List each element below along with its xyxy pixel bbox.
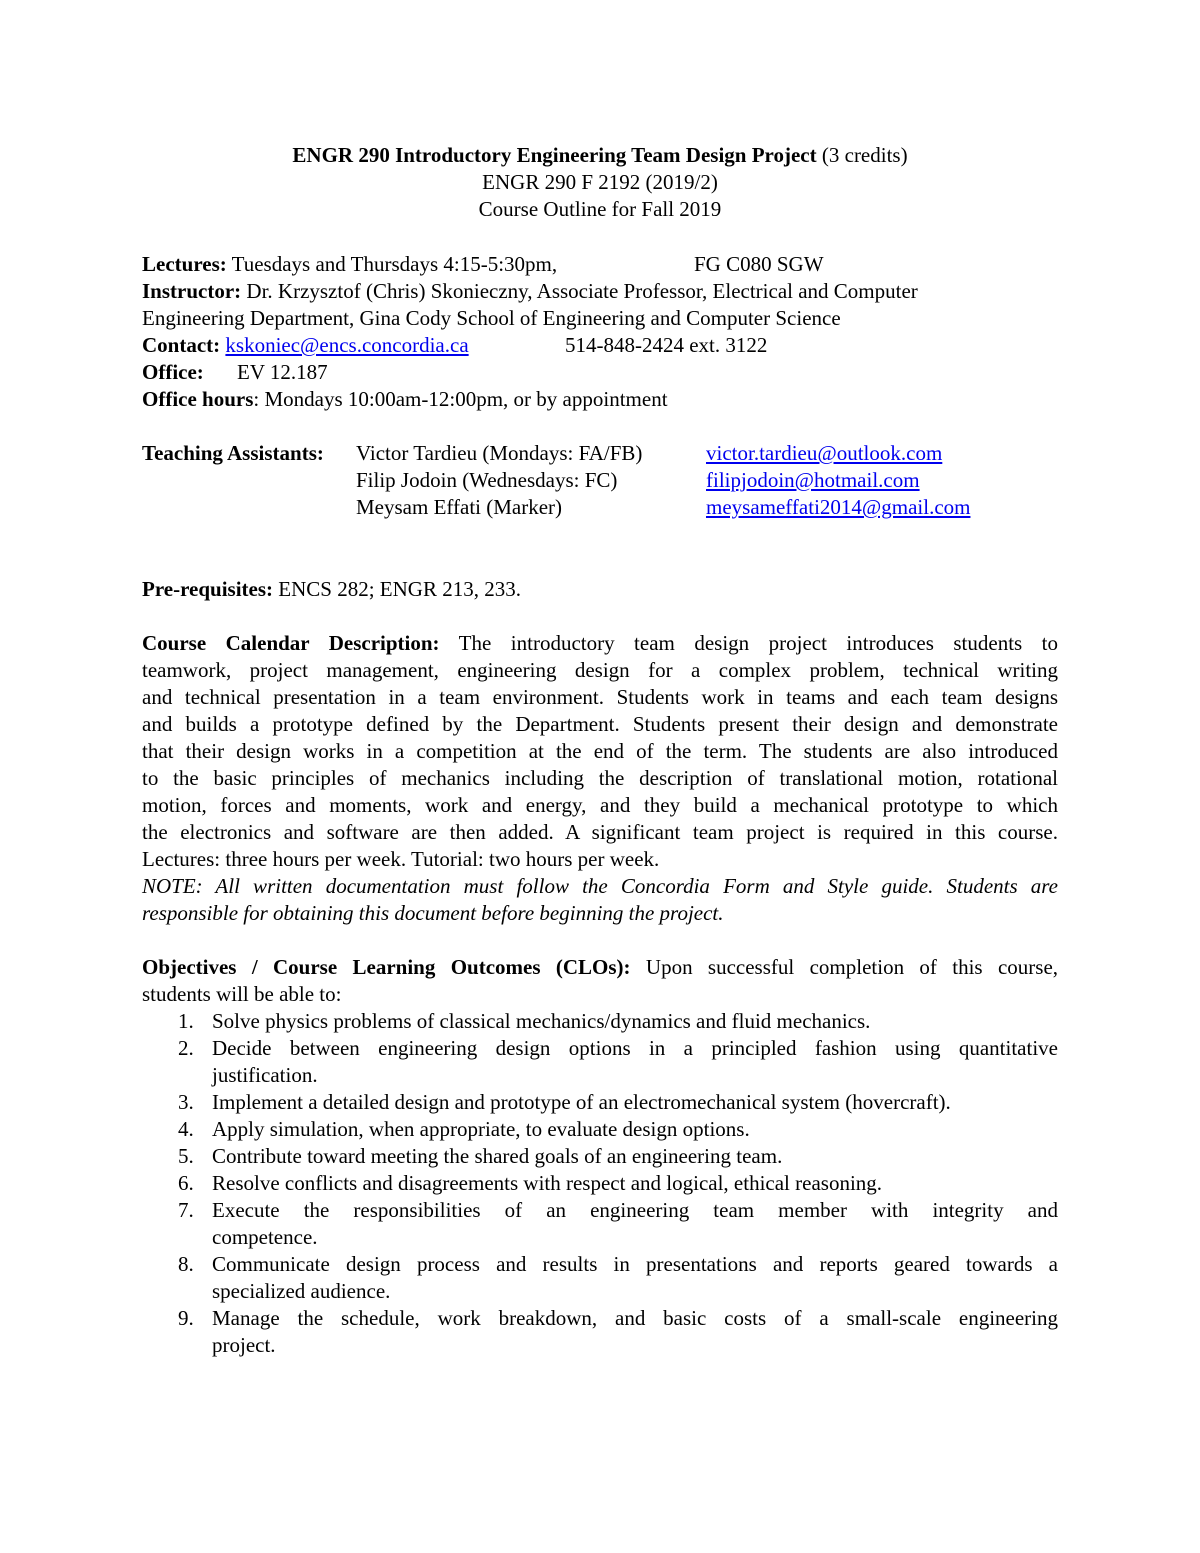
contact-phone: 514-848-2424 ext. 3122 xyxy=(565,333,768,357)
objectives-intro xyxy=(142,954,1058,1008)
calendar-line: that their design works in a competition at the end of the term. The students are also introduced xyxy=(142,739,1058,763)
calendar-line: motion, forces and moments, work and energy, and they build a mechanical prototype to which xyxy=(142,793,1058,817)
clo-item: 6. Resolve conflicts and disagreements with respect and logical, ethical reasoning. xyxy=(178,1171,883,1195)
lectures-line xyxy=(142,251,557,278)
lectures-value: Tuesdays and Thursdays 4:15-5:30pm, xyxy=(231,252,558,276)
clo-item: 7. Execute the responsibilities of an engineering team member with integrity and competence. xyxy=(178,1198,1058,1249)
calendar-line: and technical presentation in a team environment. Students work in teams and each team designs xyxy=(142,685,1058,709)
ta-name: Meysam Effati (Marker) xyxy=(356,495,563,519)
ta-label-line xyxy=(142,440,324,467)
prerequisites-label: Pre-requisites: xyxy=(142,577,274,601)
course-title-main: ENGR 290 Introductory Engineering Team Design Project xyxy=(292,143,817,167)
contact-label: Contact: xyxy=(142,333,221,357)
calendar-line: Lectures: three hours per week. Tutorial: two hours per week. xyxy=(142,847,660,871)
ta-email-link[interactable]: victor.tardieu@outlook.com xyxy=(706,441,943,465)
clo-item: 9. Manage the schedule, work breakdown, and basic costs of a small-scale engineering project. xyxy=(178,1306,1058,1357)
calendar-line: the electronics and software are then added. A significant team project is required in this course. xyxy=(142,820,1058,844)
objectives-line: Objectives / Course Learning Outcomes (CLOs): Upon successful completion of this course, xyxy=(142,955,1059,979)
instructor-label: Instructor: xyxy=(142,279,242,303)
office-label: Office: xyxy=(142,360,204,384)
course-credits: (3 credits) xyxy=(821,143,908,167)
clo-list xyxy=(142,1008,1058,1359)
calendar-line: Course Calendar Description: The introductory team design project introduces students to xyxy=(142,631,1059,655)
lectures-room: FG C080 SGW xyxy=(694,252,824,276)
course-calendar-description xyxy=(142,630,1058,927)
ta-email-link[interactable]: filipjodoin@hotmail.com xyxy=(706,468,920,492)
ta-name: Victor Tardieu (Mondays: FA/FB) xyxy=(356,441,643,465)
instructor-line xyxy=(142,278,918,305)
clo-item: 3. Implement a detailed design and prototype of an electromechanical system (hovercraft). xyxy=(178,1090,951,1114)
ta-label: Teaching Assistants: xyxy=(142,441,324,465)
office-hours-label: Office hours xyxy=(142,387,254,411)
office-value: EV 12.187 xyxy=(237,360,328,384)
instructor-department: Engineering Department, Gina Cody School of Engineering and Computer Science xyxy=(142,306,841,330)
office-hours-value: : Mondays 10:00am-12:00pm, or by appointment xyxy=(253,387,668,411)
course-title xyxy=(0,142,1200,169)
calendar-label: Course Calendar Description: xyxy=(142,631,440,655)
ta-name: Filip Jodoin (Wednesdays: FC) xyxy=(356,468,618,492)
contact-email-link[interactable]: kskoniec@encs.concordia.ca xyxy=(225,333,469,357)
clo-item: 1. Solve physics problems of classical mechanics/dynamics and fluid mechanics. xyxy=(178,1009,871,1033)
prerequisites-line xyxy=(142,576,521,603)
calendar-line: to the basic principles of mechanics including the description of translational motion, rotational xyxy=(142,766,1058,790)
course-outline-subtitle: Course Outline for Fall 2019 xyxy=(478,197,722,221)
clo-item: 4. Apply simulation, when appropriate, to evaluate design options. xyxy=(178,1117,750,1141)
lectures-label: Lectures: xyxy=(142,252,227,276)
objectives-label: Objectives / Course Learning Outcomes (CLOs): xyxy=(142,955,631,979)
clo-item: 5. Contribute toward meeting the shared goals of an engineering team. xyxy=(178,1144,783,1168)
contact-line xyxy=(142,332,469,359)
office-line xyxy=(142,359,204,386)
calendar-line: teamwork, project management, engineering design for a complex problem, technical writing xyxy=(142,658,1058,682)
calendar-note: responsible for obtaining this document before beginning the project. xyxy=(142,901,724,925)
calendar-note: NOTE: All written documentation must follow the Concordia Form and Style guide. Students are xyxy=(142,874,1058,898)
objectives-line: students will be able to: xyxy=(142,982,342,1006)
instructor-value: Dr. Krzysztof (Chris) Skonieczny, Associate Professor, Electrical and Computer xyxy=(246,279,918,303)
prerequisites-value: ENCS 282; ENGR 213, 233. xyxy=(278,577,521,601)
ta-email-link[interactable]: meysameffati2014@gmail.com xyxy=(706,495,971,519)
course-section: ENGR 290 F 2192 (2019/2) xyxy=(482,170,718,194)
office-hours-line xyxy=(142,386,668,413)
calendar-line: and builds a prototype defined by the Department. Students present their design and demonstrate xyxy=(142,712,1058,736)
clo-item: 8. Communicate design process and results in presentations and reports geared towards a specialized audience. xyxy=(178,1252,1058,1303)
clo-item: 2. Decide between engineering design options in a principled fashion using quantitative justification. xyxy=(178,1036,1058,1087)
